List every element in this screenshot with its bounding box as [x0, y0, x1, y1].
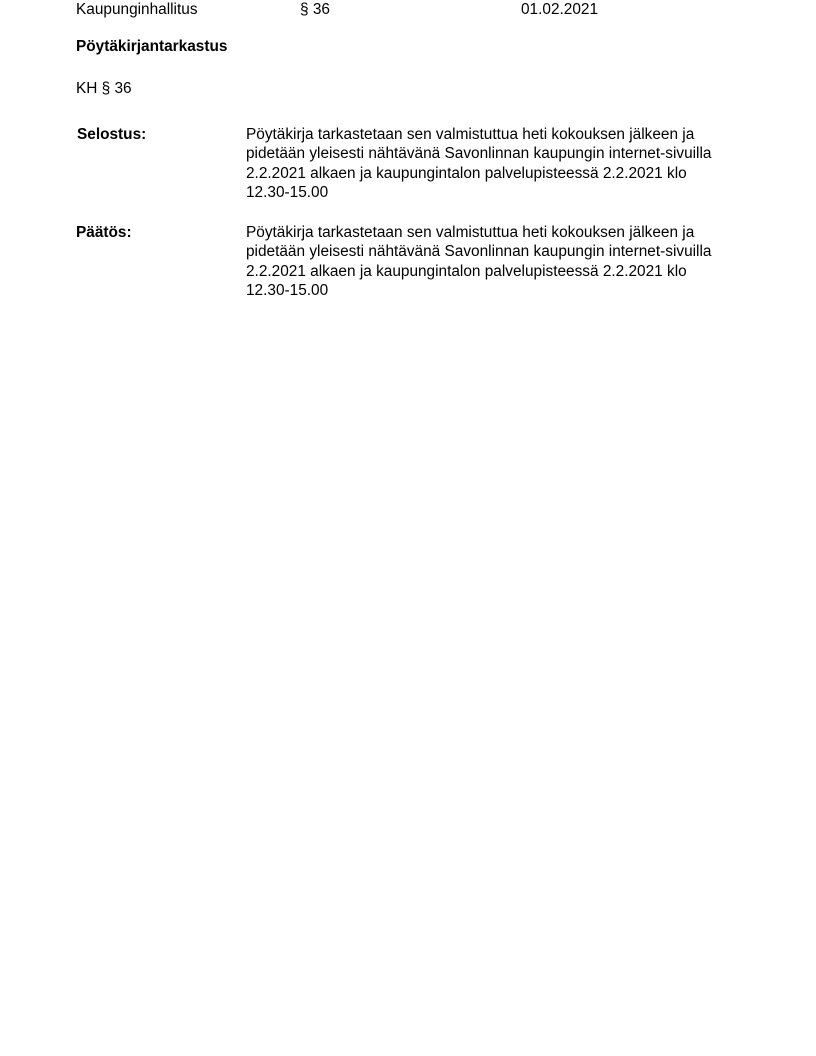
paatos-line: Pöytäkirja tarkastetaan sen valmistuttua heti kokouksen jälkeen ja — [246, 224, 695, 241]
paatos-line: pidetään yleisesti nähtävänä Savonlinnan kaupungin internet-sivuilla — [246, 243, 712, 261]
document-title: Pöytäkirjantarkastus — [76, 38, 228, 55]
selostus-text — [246, 125, 746, 202]
paatos-line: 12.30-15.00 — [246, 281, 329, 299]
selostus-line: 12.30-15.00 — [246, 183, 329, 201]
paatos-text — [246, 223, 746, 300]
header-section-number: § 36 — [300, 1, 330, 18]
selostus-line: Pöytäkirja tarkastetaan sen valmistuttua heti kokouksen jälkeen ja — [246, 126, 695, 143]
paatos-line: 2.2.2021 alkaen ja kaupungintalon palvelupisteessä 2.2.2021 klo — [246, 262, 687, 280]
selostus-line: 2.2.2021 alkaen ja kaupungintalon palvelupisteessä 2.2.2021 klo — [246, 164, 687, 182]
section-reference: KH § 36 — [76, 80, 132, 97]
selostus-label: Selostus: — [77, 126, 147, 143]
header-date: 01.02.2021 — [521, 1, 599, 18]
header-body-name: Kaupunginhallitus — [76, 1, 198, 18]
selostus-line: pidetään yleisesti nähtävänä Savonlinnan kaupungin internet-sivuilla — [246, 145, 712, 163]
paatos-label: Päätös: — [76, 224, 132, 241]
